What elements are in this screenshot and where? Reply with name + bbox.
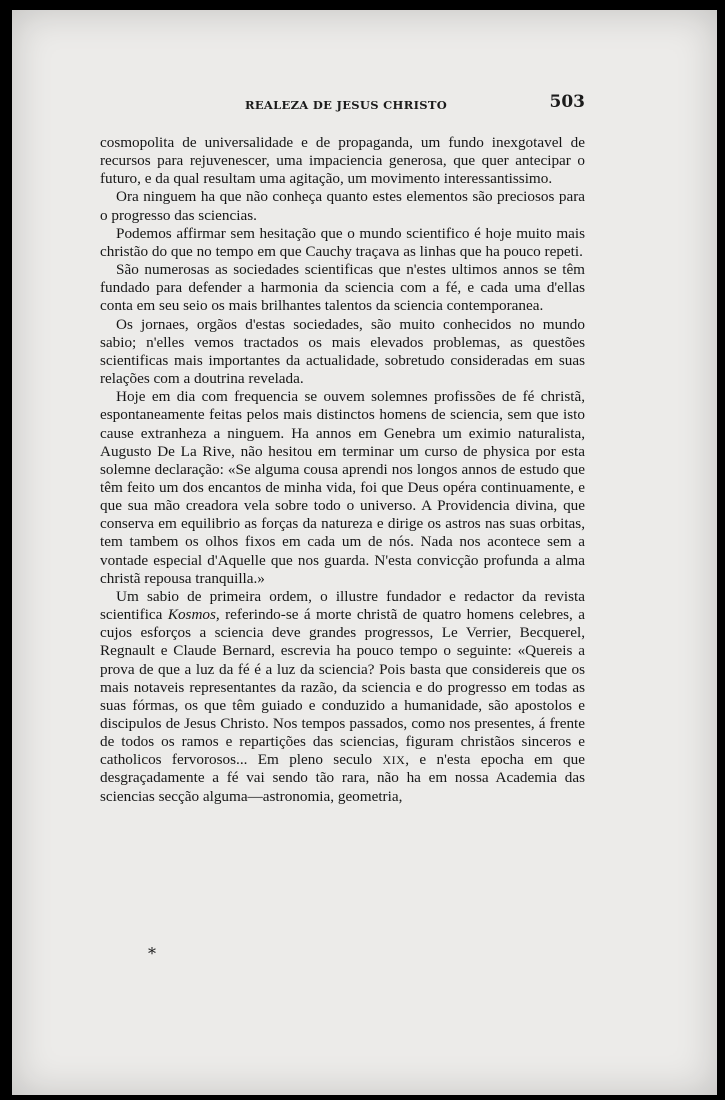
paragraph-1: cosmopolita de universalidade e de propaganda, um fundo inexgotavel de recursos para rejuvenescer, uma impaciencia generosa, que quer antecipar o futuro, e da qual resultam uma agitação, um movimento interessantissimo. bbox=[100, 134, 585, 188]
paragraph-4: São numerosas as sociedades scientificas que n'estes ultimos annos se têm fundado para defender a harmonia da sciencia com a fé, e cada uma d'ellas conta em seu seio os mais brilhantes talentos da sciencia contemporanea. bbox=[100, 261, 585, 315]
signature-mark: * bbox=[148, 944, 156, 963]
journal-title: Kosmos, bbox=[167, 606, 220, 624]
paragraph-3: Podemos affirmar sem hesitação que o mundo scientifico é hoje muito mais christão do que no tempo em que Cauchy traçava as linhas que ha pouco repeti. bbox=[100, 224, 585, 260]
paragraph-6: Hoje em dia com frequencia se ouvem solemnes profissões de fé christã, espontaneamente feitas pelos mais distinctos homens de sciencia, sem que isto cause extranheza a ninguem. Ha annos em Genebra um eximio naturalista, Augusto De La Rive, não hesitou em terminar um curso de physica por esta solemne declaração: «Se alguma cousa aprendi nos longos annos de estudo que têm feito um dos encantos de minha vida, foi que Deus opéra continuamente, e que sua mão creadora vela sobre todo o universo. A Providencia divina, que conserva em equilibrio as forças da natureza e dirige os astros nas suas orbitas, tem tambem os olhos fixos em cada um de nós. Nada nos acontece sem a vontade especial d'Aquelle que nos guarda. N'esta convicção profunda a alma christã repousa tranquilla.» bbox=[100, 388, 585, 587]
paragraph-7-middle: referindo-se á morte christã de quatro homens celebres, a cujos esforços a sciencia deve grandes progressos, Le Verrier, Becquerel, Regnault e Claude Bernard, escrevia ha pouco tempo o seguinte: «Quereis a prova de que a luz da fé é a luz da sciencia? Pois basta que considereis que os mais notaveis representantes da razão, da sciencia e do progresso em todas as suas fórmas, os que têm guiado e conduzido a humanidade, são apostolos e discipulos de Jesus Christo. Nos tempos passados, como nos presentes, á frente de todos os ramos e repartições das sciencias, figuram christãos sinceros e catholicos fervorosos... Em pleno seculo bbox=[100, 606, 585, 769]
paragraph-7-end: , e n'esta epocha em que desgraçadamente a fé vai sendo tão rara, não ha em nossa Academia das sciencias secção alguma—astronomia, geometria, bbox=[100, 751, 585, 805]
page-number: 503 bbox=[549, 92, 585, 112]
paragraph-7-start: Um sabio de primeira ordem, o illustre fundador e redactor da revista scientifica bbox=[100, 587, 585, 624]
paragraph-5: Os jornaes, orgãos d'estas sociedades, são muito conhecidos no mundo sabio; n'elles vemos tractados os mais elevados problemas, as questões scientificas mais importantes da actualidade, sobretudo consideradas em suas relações com a doutrina revelada. bbox=[100, 315, 585, 388]
paragraph-7 bbox=[100, 588, 585, 806]
paragraph-2: Ora ninguem ha que não conheça quanto estes elementos são preciosos para o progresso das sciencias. bbox=[100, 188, 585, 224]
book-page bbox=[12, 10, 717, 1095]
running-title: REALEZA DE JESUS CHRISTO bbox=[245, 98, 448, 112]
century-numeral: XIX bbox=[382, 753, 406, 768]
page-header bbox=[100, 94, 585, 118]
page-body bbox=[100, 134, 585, 806]
